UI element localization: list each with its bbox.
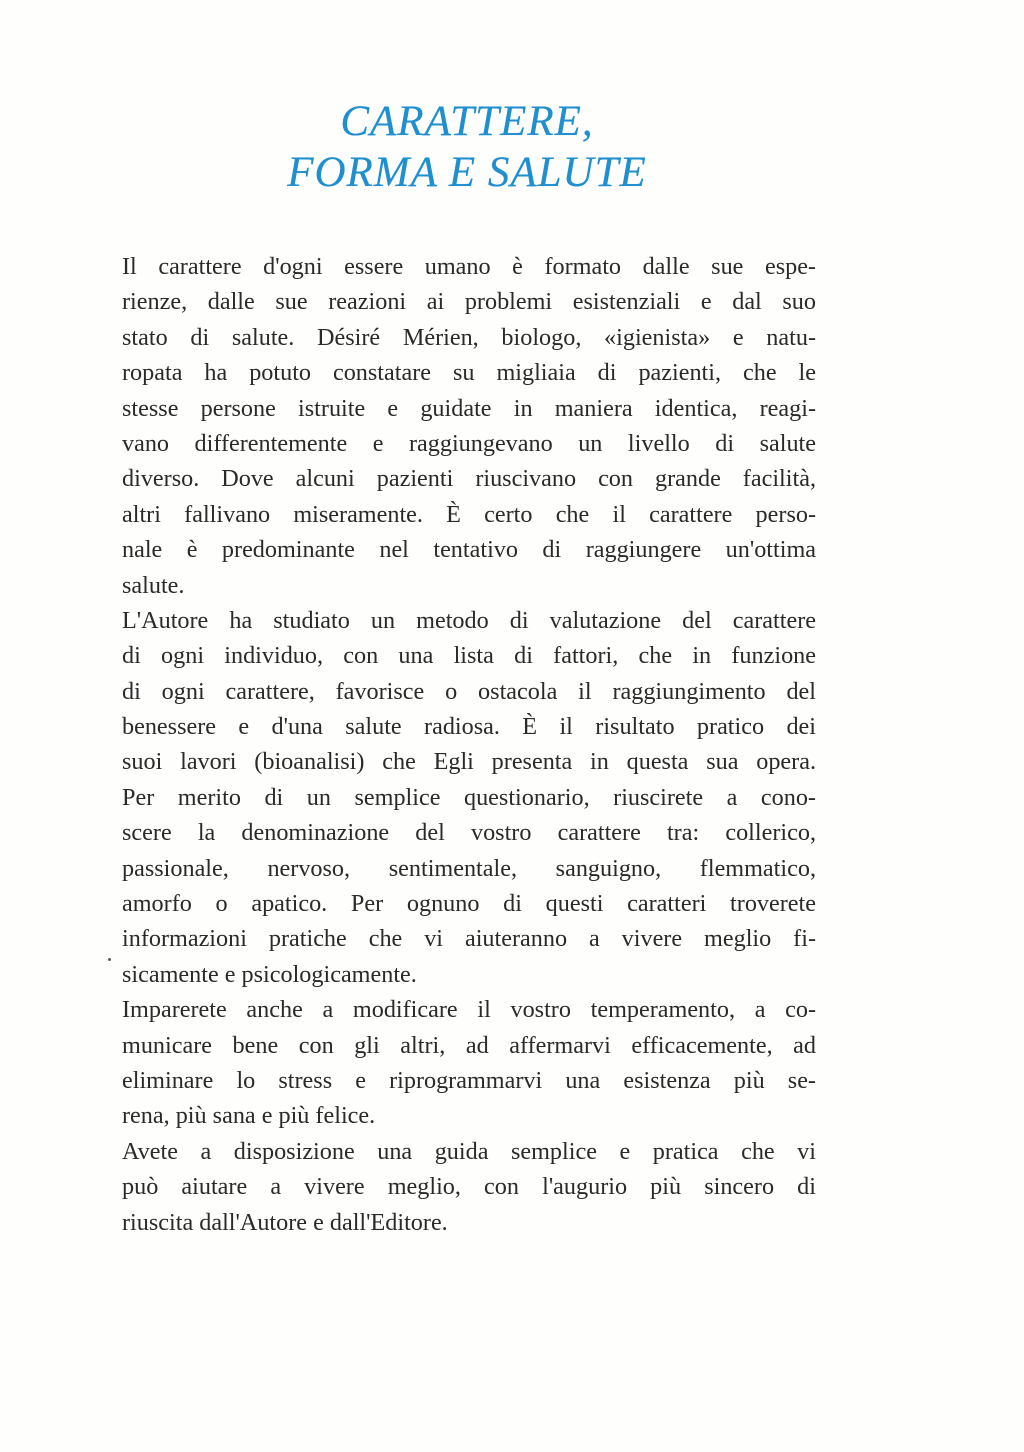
paragraph-3 bbox=[122, 992, 816, 1134]
text-line: Imparerete anche a modificare il vostro temperamento, a co- bbox=[122, 996, 816, 1024]
paragraph-2 bbox=[122, 603, 816, 992]
text-line: sicamente e psicologicamente. bbox=[122, 960, 417, 988]
text-line: stato di salute. Désiré Mérien, biologo, «igienista» e natu- bbox=[122, 323, 816, 351]
text-line: amorfo o apatico. Per ognuno di questi caratteri troverete bbox=[122, 890, 816, 918]
text-line: ropata ha potuto constatare su migliaia di pazienti, che le bbox=[122, 359, 816, 387]
title-line-2: FORMA E SALUTE bbox=[287, 149, 647, 196]
text-line: Per merito di un semplice questionario, riuscirete a cono- bbox=[122, 783, 816, 811]
text-line: municare bene con gli altri, ad affermarvi efficacemente, ad bbox=[122, 1031, 816, 1059]
text-line: altri fallivano miseramente. È certo che il carattere perso- bbox=[122, 500, 816, 528]
text-line: stesse persone istruite e guidate in maniera identica, reagi- bbox=[122, 394, 816, 422]
text-line: benessere e d'una salute radiosa. È il risultato pratico dei bbox=[122, 713, 816, 741]
paragraph-4 bbox=[122, 1134, 816, 1240]
paragraph-1 bbox=[122, 249, 816, 603]
text-line: diverso. Dove alcuni pazienti riuscivano con grande facilità, bbox=[122, 465, 816, 493]
text-line: passionale, nervoso, sentimentale, sanguigno, flemmatico, bbox=[122, 854, 816, 882]
text-line: rienze, dalle sue reazioni ai problemi esistenziali e dal suo bbox=[122, 288, 816, 316]
text-line: riuscita dall'Autore e dall'Editore. bbox=[122, 1208, 448, 1236]
text-line: salute. bbox=[122, 571, 185, 599]
text-line: Il carattere d'ogni essere umano è formato dalle sue espe- bbox=[122, 253, 816, 280]
title-line-1: CARATTERE, bbox=[340, 98, 594, 145]
text-line: L'Autore ha studiato un metodo di valutazione del carattere bbox=[122, 606, 816, 634]
text-line: eliminare lo stress e riprogrammarvi una esistenza più se- bbox=[122, 1066, 816, 1094]
text-line: può aiutare a vivere meglio, con l'augurio più sincero di bbox=[122, 1173, 816, 1201]
text-line: suoi lavori (bioanalisi) che Egli presenta in questa sua opera. bbox=[122, 748, 816, 776]
text-line: scere la denominazione del vostro carattere tra: collerico, bbox=[122, 819, 816, 847]
text-line: vano differentemente e raggiungevano un livello di salute bbox=[122, 429, 816, 457]
text-line: nale è predominante nel tentativo di raggiungere un'ottima bbox=[122, 536, 816, 564]
text-line: informazioni pratiche che vi aiuteranno a vivere meglio fi- bbox=[122, 925, 816, 953]
text-line: di ogni individuo, con una lista di fattori, che in funzione bbox=[122, 642, 816, 670]
blurb-text bbox=[122, 249, 816, 1240]
text-line: rena, più sana e più felice. bbox=[122, 1102, 376, 1130]
text-line: di ogni carattere, favorisce o ostacola il raggiungimento del bbox=[122, 677, 816, 705]
scan-speck bbox=[108, 958, 111, 961]
cover-title bbox=[0, 96, 934, 198]
text-line: Avete a disposizione una guida semplice e pratica che vi bbox=[122, 1137, 816, 1165]
